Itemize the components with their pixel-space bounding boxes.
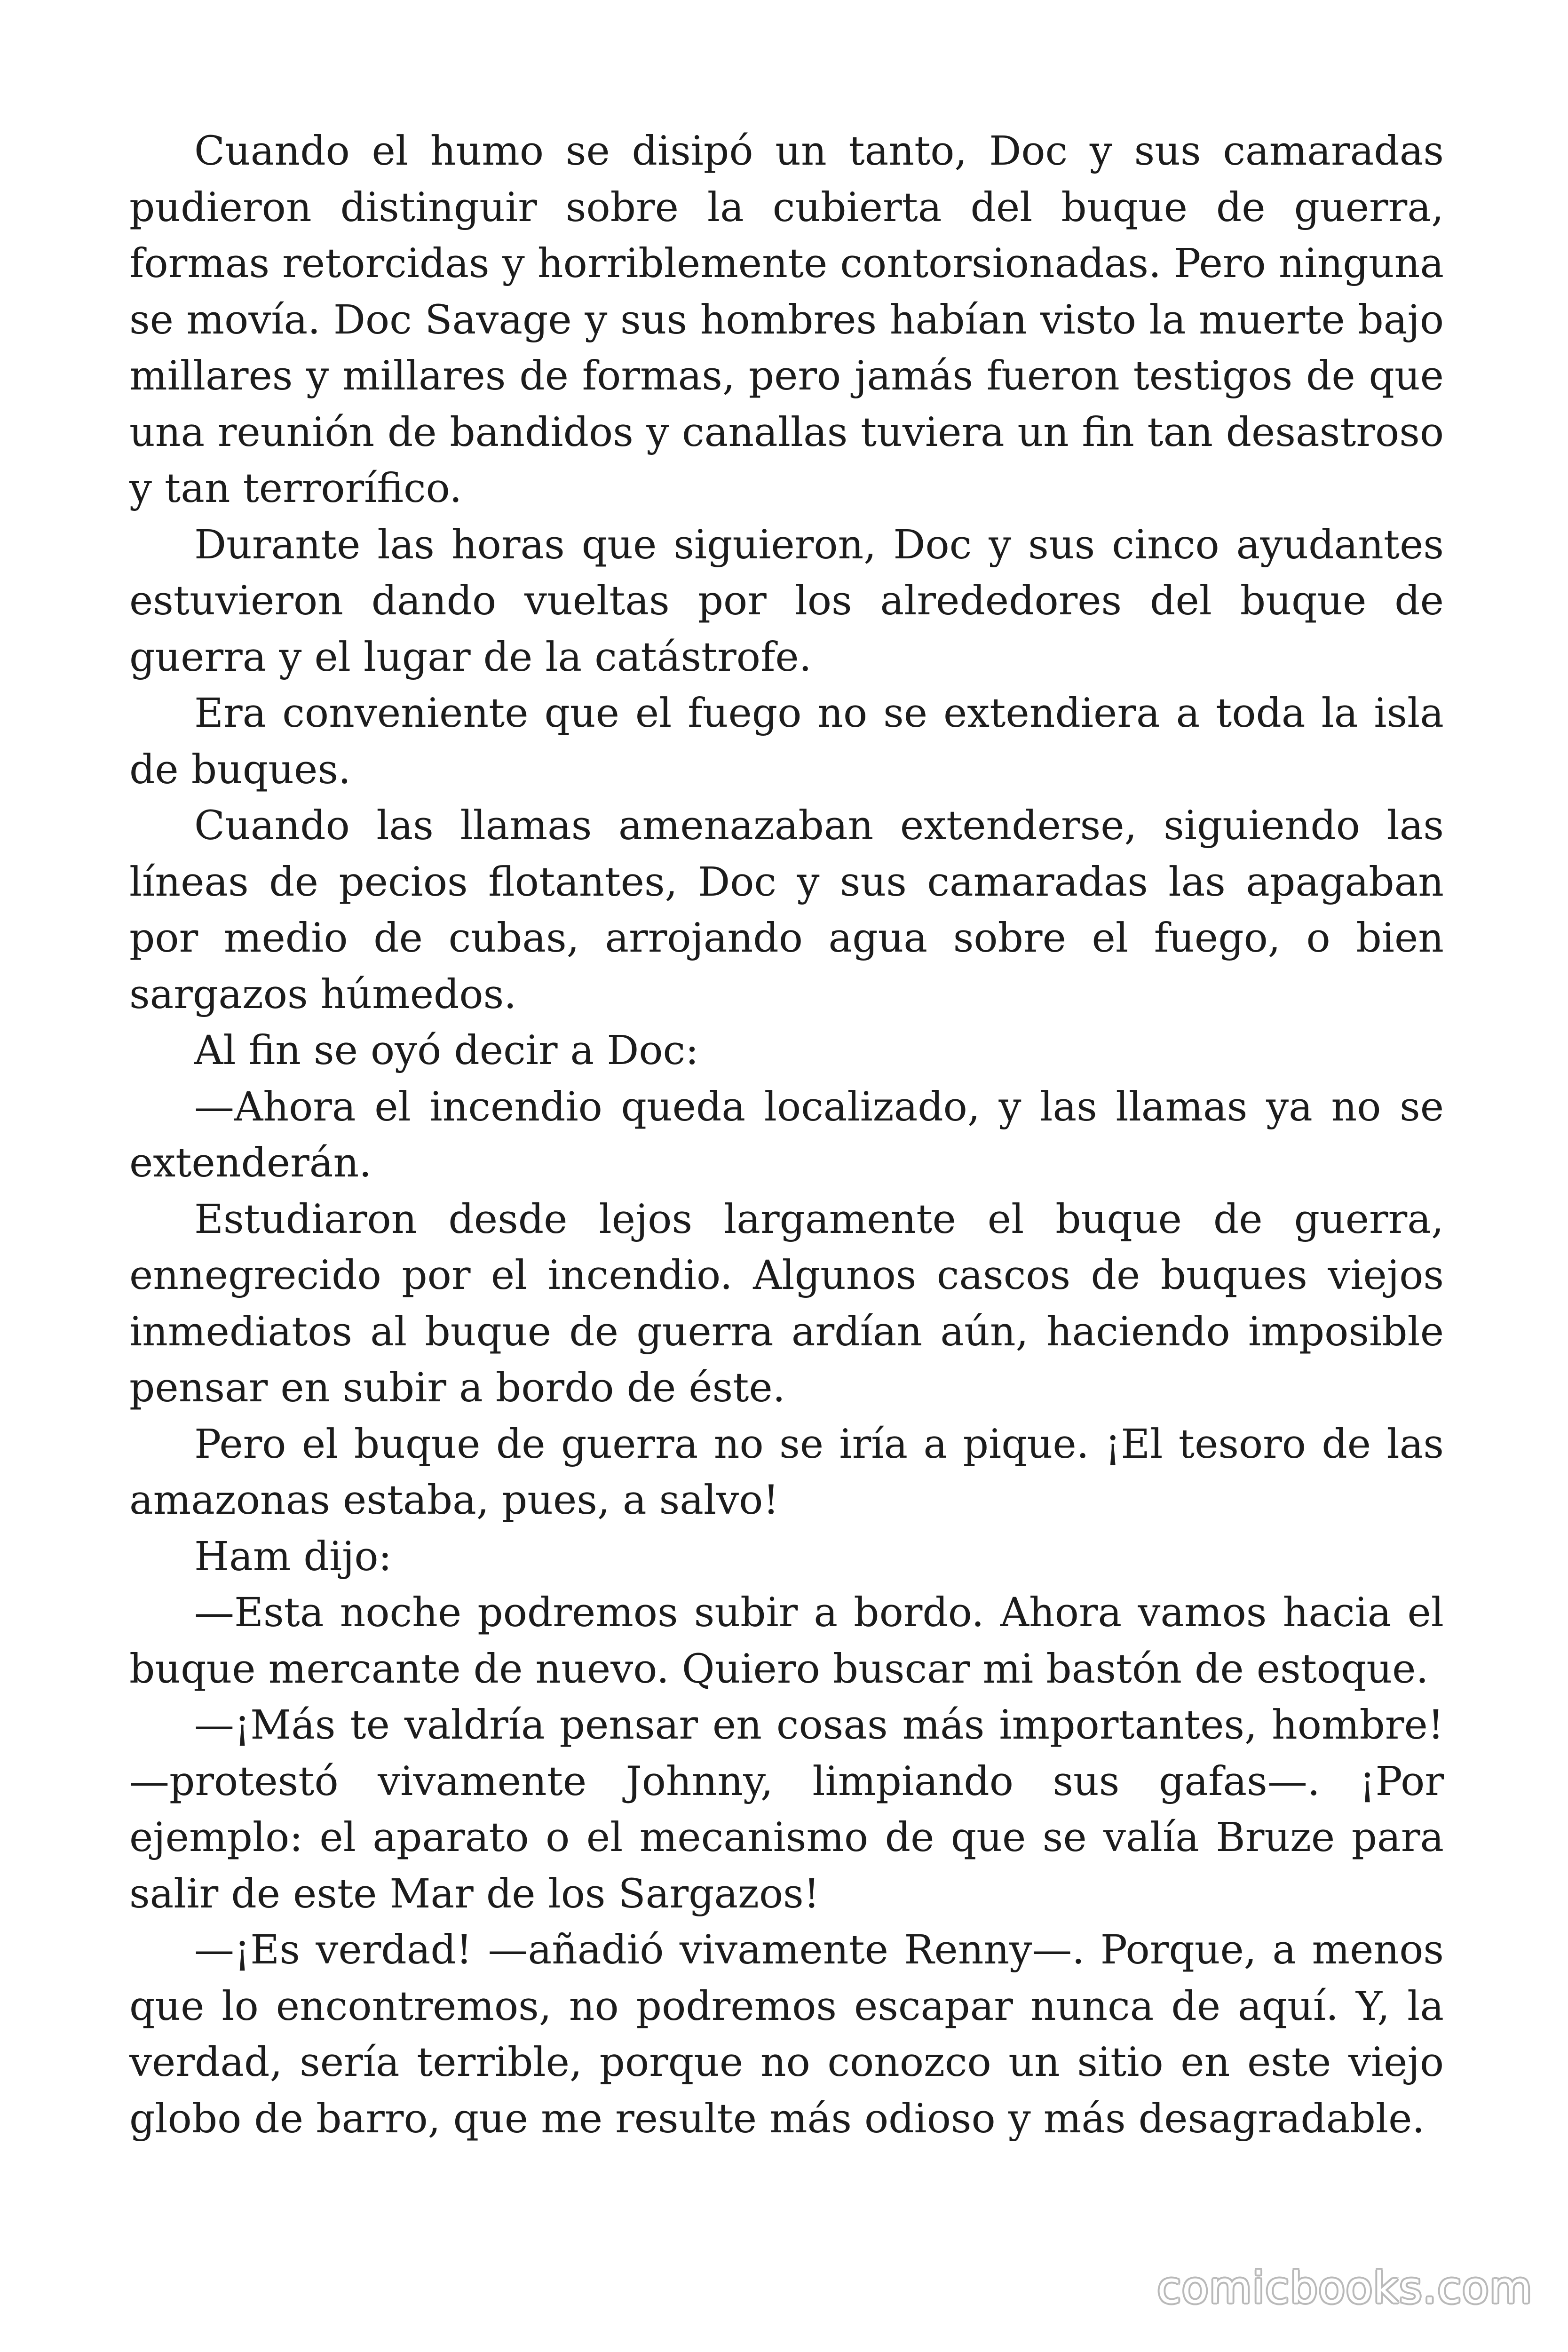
paragraph: Cuando el humo se disipó un tanto, Doc y sus camaradas pudieron distinguir sobre la cubierta del buque de guerra, formas retorcidas y horriblemente contorsionadas. Pero ninguna se movía. Doc Savage y sus hombres habían visto la muerte bajo millares y millares de formas, pero jamás fueron testigos de que una reunión de bandidos y canallas tuviera un fin tan desastroso y tan terrorífico. bbox=[129, 128, 1444, 512]
paragraph: Durante las horas que siguieron, Doc y sus cinco ayudantes estuvieron dando vueltas por los alrededores del buque de guerra y el lugar de la catástrofe. bbox=[129, 521, 1444, 681]
paragraph: Al fin se oyó decir a Doc: bbox=[194, 1027, 699, 1074]
body-text bbox=[129, 123, 1444, 2147]
paragraph: —¡Más te valdría pensar en cosas más importantes, hombre! —protestó vivamente Johnny, limpiando sus gafas—. ¡Por ejemplo: el aparato o el mecanismo de que se valía Bruze para salir de este Mar de los Sargazos! bbox=[129, 1702, 1444, 1917]
paragraph: Estudiaron desde lejos largamente el buque de guerra, ennegrecido por el incendio. Algunos cascos de buques viejos inmediatos al buque de guerra ardían aún, haciendo imposible pensar en subir a bordo de éste. bbox=[129, 1196, 1444, 1411]
paragraph: Pero el buque de guerra no se iría a pique. ¡El tesoro de las amazonas estaba, pues, a salvo! bbox=[129, 1421, 1444, 1524]
paragraph: Cuando las llamas amenazaban extenderse, siguiendo las líneas de pecios flotantes, Doc y sus camaradas las apagaban por medio de cubas, arrojando agua sobre el fuego, o bien sargazos húmedos. bbox=[129, 803, 1444, 1018]
paragraph: —Esta noche podremos subir a bordo. Ahora vamos hacia el buque mercante de nuevo. Quiero buscar mi bastón de estoque. bbox=[129, 1589, 1444, 1692]
paragraph: Era conveniente que el fuego no se extendiera a toda la isla de buques. bbox=[129, 690, 1444, 793]
paragraph: —Ahora el incendio queda localizado, y las llamas ya no se extenderán. bbox=[129, 1083, 1444, 1186]
watermark: comicbooks.com bbox=[1157, 2263, 1533, 2313]
paragraph: —¡Es verdad! —añadió vivamente Renny—. Porque, a menos que lo encontremos, no podremos escapar nunca de aquí. Y, la verdad, sería terrible, porque no conozco un sitio en este viejo globo de barro, que me resulte más odioso y más desagradable. bbox=[129, 1927, 1444, 2142]
paragraph: Ham dijo: bbox=[194, 1533, 392, 1580]
